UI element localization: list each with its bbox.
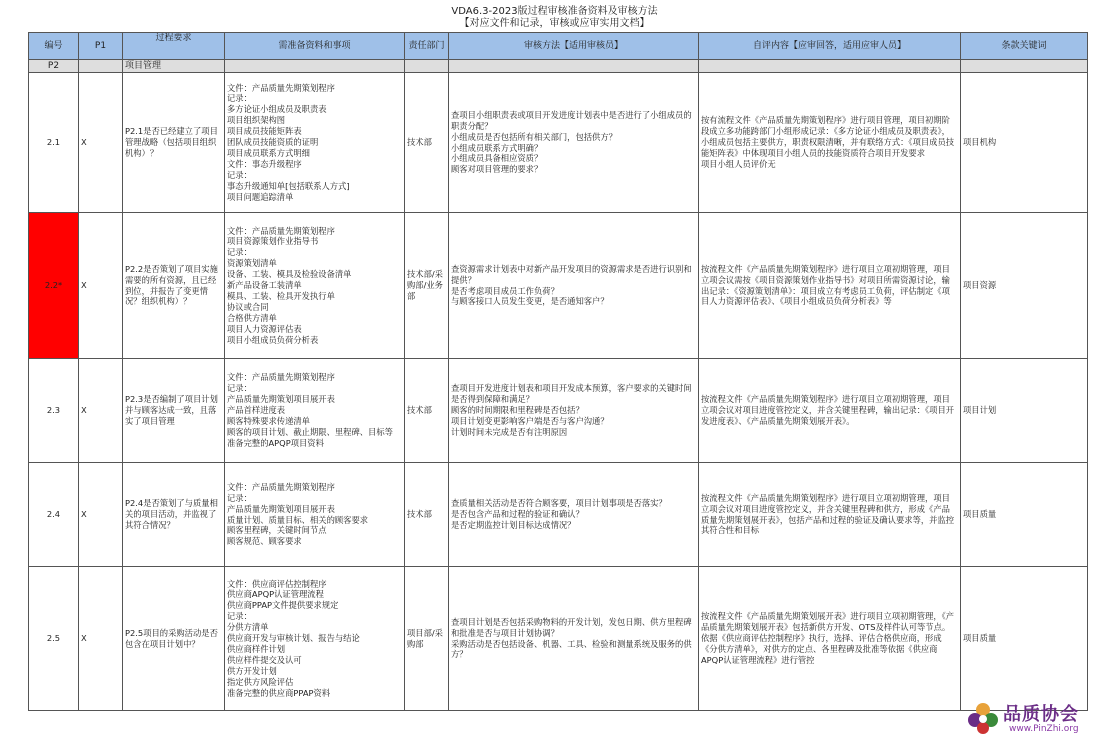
watermark-url: www.PinZhi.org (1009, 724, 1079, 734)
prep-item: 项目成员联系方式明细 (227, 147, 310, 158)
prep-item: 产品质量先期策划项目展开表 (227, 394, 335, 405)
watermark-logo (965, 698, 1095, 738)
row-requirement: P2.1是否已经建立了项目管理战略（包括项目组织机构）？ (123, 73, 225, 213)
prep-item: 准备完整的供应商PPAP资料 (227, 687, 331, 698)
prep-item: 项目小组成员负荷分析表 (227, 334, 319, 345)
prep-item: 项目人力资源评估表 (227, 323, 302, 334)
header-row (29, 33, 1088, 60)
row-department: 技术部/采购部/业务部 (405, 213, 449, 359)
prep-item: 模具、工装、检具开发执行单 (227, 290, 335, 301)
row-p1: X (79, 213, 123, 359)
table-row (29, 213, 1088, 359)
prep-item: 文件：产品质量先期策划程序 (227, 82, 335, 93)
prep-item: 供应商PPAP文件提供要求规定 (227, 600, 339, 611)
prep-item: 分供方清单 (227, 622, 269, 633)
prep-item: 项目资源策划作业指导书 (227, 236, 319, 247)
row-keyword: 项目资源 (961, 213, 1088, 359)
header-self-assessment: 自评内容【应审回答，适用应审人员】 (699, 33, 961, 60)
row-audit-method: 查项目计划是否包括采购物料的开发计划，发包日期、供方里程碑和批准是否与项目计划协调？ 采购活动是否包括设备、机器、工具、检验和测量系统及服务的供方？ (449, 567, 699, 711)
row-self-assessment: 按流程文件《产品质量先期策划展开表》进行项目立项初期管理，《产品质量先期策划展开表》包括新供方开发、OTS及样件认可等节点。依据《供应商评估控制程序》执行，选择、评估合格供应商，形成《分供方清单》，对供方的定点、各里程碑及批准等依据《供应商APQP认证管理流程》进行管控 (699, 567, 961, 711)
row-self-assessment: 按有流程文件《产品质量先期策划程序》进行项目管理，项目初期阶段成立多功能跨部门小组形成记录：《多方论证小组成员及职责表》，小组成员包括主要供方，职责权限清晰，并有联络方式：《项目成员技能矩阵表》中体现项目小组人员的技能资质符合项目开发要求 项目小组人员评价无 (699, 73, 961, 213)
row-p1: X (79, 359, 123, 463)
row-requirement: P2.4是否策划了与质量相关的项目活动，并监视了其符合情况？ (123, 463, 225, 567)
prep-item: 顾客规范、顾客要求 (227, 536, 302, 547)
prep-item: 项目问题追踪清单 (227, 191, 294, 202)
row-number: 2.1 (29, 73, 79, 213)
row-audit-method: 查项目小组职责表或项目开发进度计划表中是否进行了小组成员的职责分配？ 小组成员是否包括所有相关部门，包括供方？ 小组成员联系方式明确？ 小组成员具备相应资质？ 顾客对项目管理的要求？ (449, 73, 699, 213)
row-keyword: 项目质量 (961, 463, 1088, 567)
watermark-brand: 品质协会 (1003, 704, 1079, 725)
row-preparation (225, 359, 405, 463)
prep-item: 记录： (227, 383, 252, 394)
row-department: 技术部 (405, 73, 449, 213)
prep-item: 文件：产品质量先期策划程序 (227, 225, 335, 236)
header-p1: P1 (79, 33, 123, 60)
row-number: 2.4 (29, 463, 79, 567)
prep-item: 质量计划、质量目标、相关的顾客要求 (227, 514, 369, 525)
row-p1: X (79, 567, 123, 711)
row-preparation (225, 213, 405, 359)
prep-item: 指定供方风险评估 (227, 676, 294, 687)
prep-item: 项目成员技能矩阵表 (227, 126, 302, 137)
row-requirement: P2.5项目的采购活动是否包含在项目计划中？ (123, 567, 225, 711)
prep-item: 准备完整的APQP项目资料 (227, 437, 324, 448)
prep-item: 文件：产品质量先期策划程序 (227, 372, 335, 383)
prep-item: 供应商样件计划 (227, 643, 286, 654)
row-keyword: 项目计划 (961, 359, 1088, 463)
row-self-assessment: 按流程文件《产品质量先期策划程序》进行项目立项初期管理，项目立项会议需按《项目资源策划作业指导书》对项目所需资源讨论，输出记录：《资源策划清单》：项目成立有考虑员工负荷，评估制定《项目人力资源评估表》、《项目小组成员负荷分析表》等 (699, 213, 961, 359)
row-keyword: 项目质量 (961, 567, 1088, 711)
prep-item: 顾客里程碑，关键时间节点 (227, 525, 327, 536)
section-code: P2 (29, 60, 79, 73)
prep-item: 设备、工装、模具及检验设备清单 (227, 269, 352, 280)
prep-item: 供方开发计划 (227, 665, 277, 676)
prep-item: 事态升级通知单[包括联系人方式] (227, 180, 350, 191)
prep-item: 合格供方清单 (227, 312, 277, 323)
prep-item: 记录： (227, 247, 252, 258)
prep-item: 记录： (227, 611, 252, 622)
prep-item: 顾客特殊要求传递清单 (227, 415, 310, 426)
table-row (29, 567, 1088, 711)
table-row (29, 463, 1088, 567)
prep-item: 供应商APQP认证管理流程 (227, 589, 324, 600)
prep-item: 供应商开发与审核计划、报告与结论 (227, 633, 360, 644)
table-row (29, 73, 1088, 213)
prep-item: 文件：产品质量先期策划程序 (227, 481, 335, 492)
row-preparation (225, 73, 405, 213)
prep-item: 顾客的项目计划、截止期限、里程碑、目标等 (227, 426, 393, 437)
row-department: 技术部 (405, 463, 449, 567)
row-department: 项目部/采购部 (405, 567, 449, 711)
prep-item: 供应样件提交及认可 (227, 654, 302, 665)
document-subtitle: 【对应文件和记录，审核或应审实用文档】 (459, 18, 650, 29)
row-audit-method: 查质量相关活动是否符合顾客要，项目计划事项是否落实？ 是否包含产品和过程的验证和确认？ 是否定期监控计划目标达成情况？ (449, 463, 699, 567)
row-audit-method: 查项目开发进度计划表和项目开发成本预算，客户要求的关键时间是否得到保障和满足？ 顾客的时间期限和里程碑是否包括？ 项目计划变更影响客户端是否与客户沟通？ 计划时间未完成是否有注明原因 (449, 359, 699, 463)
row-number: 2.5 (29, 567, 79, 711)
audit-table (28, 32, 1088, 711)
document-title: VDA6.3-2023版过程审核准备资料及审核方法 (451, 6, 658, 17)
header-audit-method: 审核方法【适用审核员】 (449, 33, 699, 60)
row-keyword: 项目机构 (961, 73, 1088, 213)
prep-item: 项目组织架构图 (227, 115, 286, 126)
header-no: 编号 (29, 33, 79, 60)
prep-item: 团队成员技能资质的证明 (227, 137, 319, 148)
row-p1: X (79, 73, 123, 213)
row-p1: X (79, 463, 123, 567)
row-preparation (225, 567, 405, 711)
prep-item: 文件：供应商评估控制程序 (227, 578, 327, 589)
row-number: 2.3 (29, 359, 79, 463)
prep-item: 资源策划清单 (227, 258, 277, 269)
table-row (29, 359, 1088, 463)
row-preparation (225, 463, 405, 567)
row-requirement: P2.3是否编制了项目计划并与顾客达成一致，且落实了项目管理 (123, 359, 225, 463)
prep-item: 记录： (227, 93, 252, 104)
header-department: 责任部门 (405, 33, 449, 60)
prep-item: 产品质量先期策划项目展开表 (227, 503, 335, 514)
row-requirement: P2.2是否策划了项目实施需要的所有资源，且已经到位，并报告了变更情况？组织机构）？ (123, 213, 225, 359)
row-department: 技术部 (405, 359, 449, 463)
row-audit-method: 查资源需求计划表中对新产品开发项目的资源需求是否进行识别和提供？ 是否考虑项目成员工作负荷？ 与顾客接口人员发生变更，是否通知客户？ (449, 213, 699, 359)
header-preparation: 需准备资料和事项 (225, 33, 405, 60)
header-keyword: 条款关键词 (961, 33, 1088, 60)
section-row (29, 60, 1088, 73)
prep-item: 记录： (227, 169, 252, 180)
header-requirement: 过程要求 (123, 33, 225, 60)
flower-logo-icon (965, 700, 1001, 736)
row-self-assessment: 按流程文件《产品质量先期策划程序》进行项目立项初期管理，项目立项会议对项目进度管控定义，并含关键里程碑，输出记录：《项目开发进度表》、《产品质量先期策划展开表》。 (699, 359, 961, 463)
prep-item: 产品首样进度表 (227, 405, 286, 416)
prep-item: 文件：事态升级程序 (227, 158, 302, 169)
section-empty (79, 60, 123, 73)
row-self-assessment: 按流程文件《产品质量先期策划程序》进行项目立项初期管理，项目立项会议对项目进度管控定义，并含关键里程碑和供方，形成《产品质量先期策划展开表》，包括产品和过程的验证及确认要求等，并监控其符合性和目标 (699, 463, 961, 567)
row-number: 2.2* (29, 213, 79, 359)
prep-item: 记录： (227, 492, 252, 503)
prep-item: 协议或合同 (227, 301, 269, 312)
section-name: 项目管理 (123, 60, 225, 73)
prep-item: 多方论证小组成员及职责表 (227, 104, 327, 115)
prep-item: 新产品设备工装清单 (227, 280, 302, 291)
